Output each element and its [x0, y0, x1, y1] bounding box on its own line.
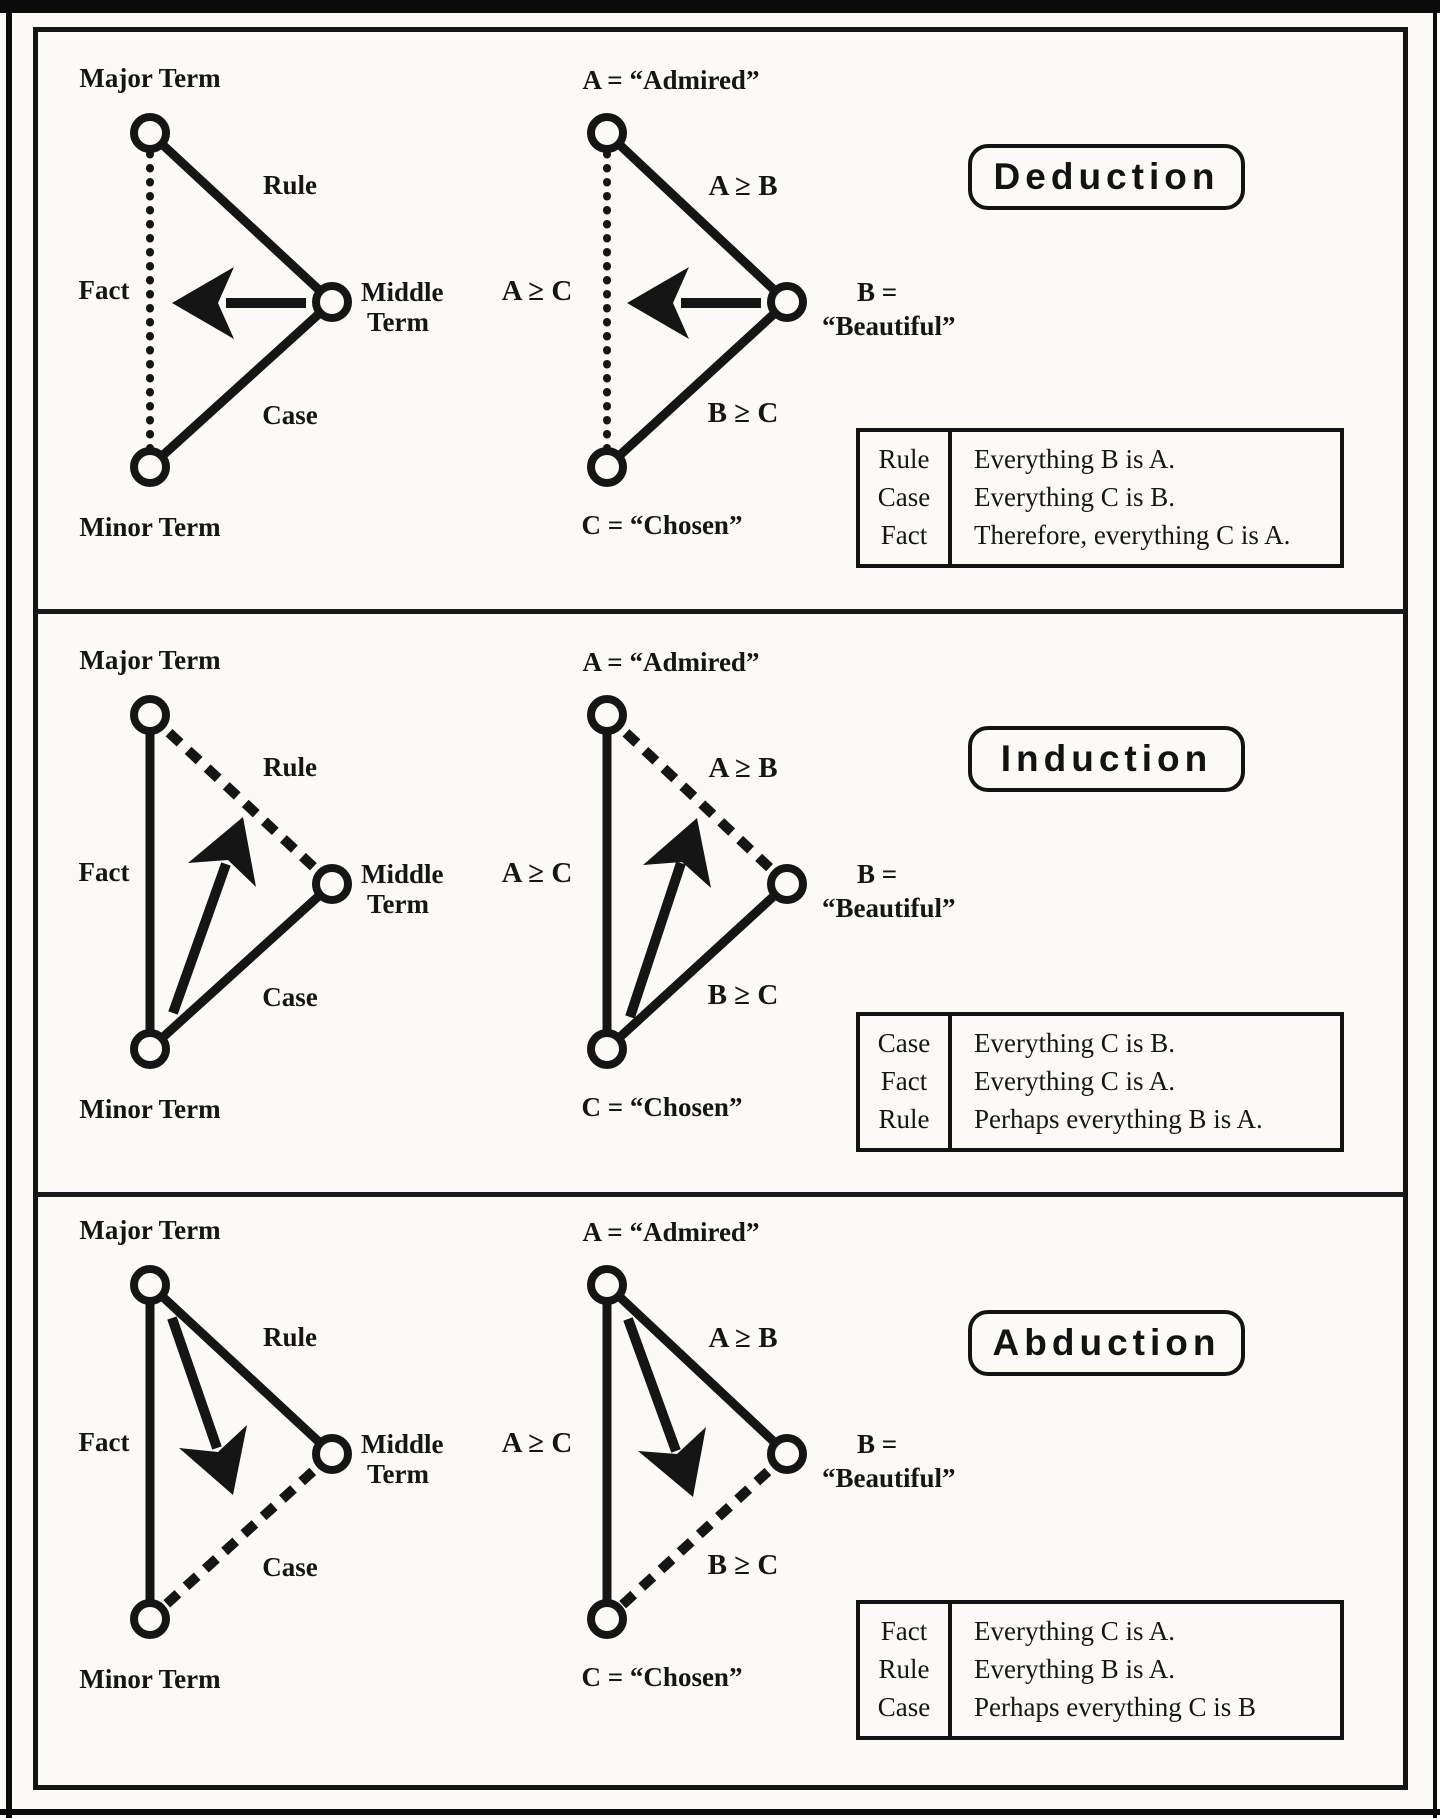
scan-edge-top [0, 0, 1440, 13]
case-edge [150, 1454, 332, 1619]
a-node [591, 1269, 623, 1301]
middle-term-label-line2: Term [367, 1459, 429, 1489]
case-edge [150, 884, 332, 1049]
induction-table [856, 1012, 1344, 1152]
scan-edge-left [6, 0, 12, 1818]
section-divider-2 [36, 1192, 1405, 1197]
table-row-text: Therefore, everything C is A. [974, 520, 1291, 550]
a-ge-b-label: A ≥ B [708, 1322, 778, 1354]
middle-term-label-line2: Term [367, 307, 429, 337]
rule-edge [607, 133, 787, 302]
middle-term-node [316, 868, 348, 900]
b-node [771, 286, 803, 318]
b-ge-c-label: B ≥ C [707, 1549, 779, 1581]
a-node [591, 117, 623, 149]
middle-term-node [316, 286, 348, 318]
a-label: A = “Admired” [582, 647, 760, 677]
fact-label: Fact [78, 1427, 130, 1457]
a-ge-b-label: A ≥ B [708, 752, 778, 784]
abduction-table-text-column [952, 1604, 1340, 1736]
fact-label: Fact [78, 275, 130, 305]
c-node [591, 451, 623, 483]
table-row-text: Perhaps everything C is B [974, 1692, 1256, 1722]
a-ge-b-label: A ≥ B [708, 170, 778, 202]
minor-term-label: Minor Term [79, 1094, 221, 1124]
deduction-badge-label: Deduction [993, 156, 1220, 197]
table-row-text: Everything B is A. [974, 1654, 1175, 1684]
case-label: Case [262, 400, 318, 430]
inference-arrow-head [627, 267, 689, 339]
rule-label: Rule [263, 752, 317, 782]
b-node [771, 1438, 803, 1470]
c-label: C = “Chosen” [581, 1092, 743, 1122]
a-ge-c-label: A ≥ C [501, 1427, 573, 1459]
case-edge [607, 1454, 787, 1619]
table-row-label: Case [877, 1692, 931, 1722]
rule-edge [150, 1285, 332, 1454]
major-term-label: Major Term [79, 1215, 221, 1245]
a-ge-c-label: A ≥ C [501, 857, 573, 889]
table-row-label: Rule [878, 444, 930, 474]
induction-table-text-column [952, 1016, 1340, 1148]
c-node [591, 1603, 623, 1635]
major-term-node [134, 699, 166, 731]
deduction-table-label-column [860, 432, 952, 564]
c-node [591, 1033, 623, 1065]
case-edge [150, 302, 332, 467]
minor-term-label: Minor Term [79, 1664, 221, 1694]
rule-edge [607, 1285, 787, 1454]
rule-label: Rule [263, 170, 317, 200]
abduction-table-label-column [860, 1604, 952, 1736]
table-row-text: Everything B is A. [974, 444, 1175, 474]
inference-arrow-head [172, 267, 234, 339]
case-label: Case [262, 1552, 318, 1582]
minor-term-node [134, 1603, 166, 1635]
abduction-table [856, 1600, 1344, 1740]
table-row-text: Everything C is A. [974, 1616, 1175, 1646]
table-row-text: Everything C is A. [974, 1066, 1175, 1096]
scan-edge-right [1433, 0, 1437, 1818]
middle-term-label-line1: Middle [361, 277, 444, 307]
middle-term-node [316, 1438, 348, 1470]
induction-badge-label: Induction [1000, 738, 1213, 779]
induction-badge [968, 726, 1245, 792]
b-label-line2: “Beautiful” [822, 893, 956, 923]
abduction-term-diagram [40, 1202, 450, 1722]
b-label-line1: B = [857, 859, 898, 889]
b-label-line2: “Beautiful” [822, 311, 956, 341]
minor-term-node [134, 451, 166, 483]
middle-term-label-line1: Middle [361, 1429, 444, 1459]
table-row-text: Everything C is B. [974, 1028, 1175, 1058]
major-term-node [134, 1269, 166, 1301]
major-term-node [134, 117, 166, 149]
table-row-text: Perhaps everything B is A. [974, 1104, 1263, 1134]
table-row-label: Rule [878, 1654, 930, 1684]
deduction-badge [968, 144, 1245, 210]
major-term-label: Major Term [79, 645, 221, 675]
a-ge-c-label: A ≥ C [501, 275, 573, 307]
b-label-line1: B = [857, 1429, 898, 1459]
rule-label: Rule [263, 1322, 317, 1352]
table-row-label: Case [877, 1028, 931, 1058]
major-term-label: Major Term [79, 63, 221, 93]
table-row-label: Fact [880, 1616, 928, 1646]
middle-term-label-line2: Term [367, 889, 429, 919]
middle-term-label-line1: Middle [361, 859, 444, 889]
a-label: A = “Admired” [582, 65, 760, 95]
b-ge-c-label: B ≥ C [707, 979, 779, 1011]
b-ge-c-label: B ≥ C [707, 397, 779, 429]
case-edge [607, 302, 787, 467]
c-label: C = “Chosen” [581, 1662, 743, 1692]
table-row-label: Rule [878, 1104, 930, 1134]
b-label-line2: “Beautiful” [822, 1463, 956, 1493]
scan-edge-bottom [0, 1809, 1440, 1815]
a-label: A = “Admired” [582, 1217, 760, 1247]
b-label-line1: B = [857, 277, 898, 307]
deduction-table [856, 428, 1344, 568]
rule-edge [150, 133, 332, 302]
case-label: Case [262, 982, 318, 1012]
section-divider-1 [36, 609, 1405, 614]
b-node [771, 868, 803, 900]
a-node [591, 699, 623, 731]
abduction-badge-label: Abduction [992, 1322, 1221, 1363]
abduction-badge [968, 1310, 1245, 1376]
minor-term-label: Minor Term [79, 512, 221, 542]
induction-table-label-column [860, 1016, 952, 1148]
c-label: C = “Chosen” [581, 510, 743, 540]
table-row-label: Case [877, 482, 931, 512]
deduction-term-diagram [40, 50, 450, 570]
table-row-text: Everything C is B. [974, 482, 1175, 512]
case-edge [607, 884, 787, 1049]
induction-term-diagram [40, 632, 450, 1152]
fact-label: Fact [78, 857, 130, 887]
table-row-label: Fact [880, 1066, 928, 1096]
minor-term-node [134, 1033, 166, 1065]
table-row-label: Fact [880, 520, 928, 550]
deduction-table-text-column [952, 432, 1340, 564]
